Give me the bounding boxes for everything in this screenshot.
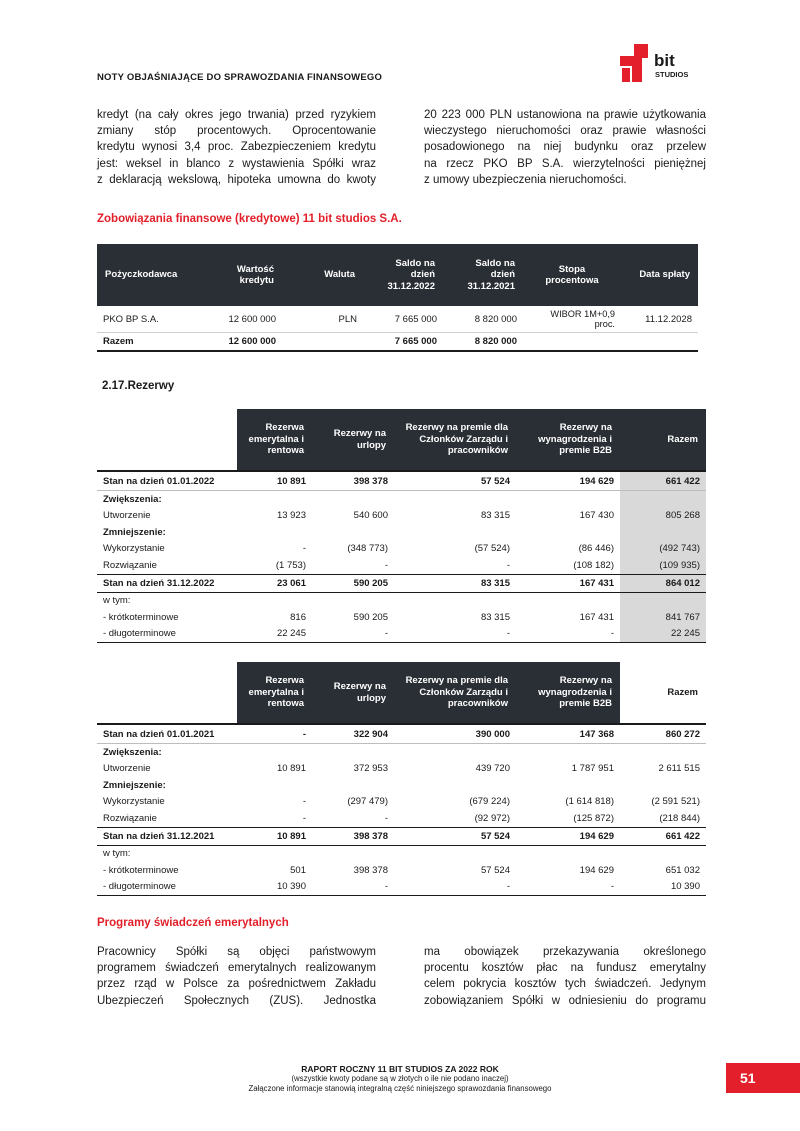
row-value: (92 972)	[474, 812, 510, 824]
reserves-table-2021	[97, 662, 706, 896]
row-value	[312, 777, 394, 794]
row-value: (109 935)	[620, 557, 706, 574]
footer-currency-note: (wszystkie kwoty podane są w złotych o ile nie podano inaczej)	[291, 1074, 509, 1083]
row-label: Wykorzystanie	[103, 796, 165, 808]
row-label: Stan na dzień 31.12.2021	[97, 827, 237, 845]
text-line: wieczystego nieruchomości oraz prawie własności	[424, 125, 706, 138]
row-value: 661 422	[620, 827, 706, 845]
row-label: Wykorzystanie	[103, 543, 165, 555]
text-line: zobowiązaniem Spółki w odniesieniu do programu	[424, 994, 706, 1007]
reserves-table-2022	[97, 409, 706, 643]
text-line: Pracownicy Spółki są objęci państwowym	[97, 946, 376, 958]
table-row	[97, 862, 706, 879]
row-value	[394, 524, 516, 541]
row-value: 651 032	[665, 864, 700, 876]
table-row	[97, 724, 706, 744]
row-value: 10 891	[276, 763, 306, 775]
row-label: Zmniejszenie:	[103, 779, 166, 791]
reserves-2022-body	[97, 471, 706, 643]
row-label: Rozwiązanie	[103, 559, 157, 571]
col-header-total: Razem	[620, 409, 706, 471]
row-value: 390 000	[394, 724, 516, 744]
reserves-section-title: 2.17.Rezerwy	[102, 380, 175, 392]
text-line: na rzecz PKO BP S.A. wierzytelności pieniężnej	[424, 157, 706, 170]
row-label: Utworzenie	[103, 763, 151, 775]
cell-empty	[523, 333, 621, 352]
row-value	[394, 491, 516, 508]
col-header-b2b-reserve: Rezerwy na wynagrodzenia i premie B2B	[516, 409, 620, 471]
text-line: Ubezpieczeń Społecznych (ZUS). Jednostka	[97, 994, 376, 1007]
row-value: -	[516, 879, 620, 896]
cell-empty	[621, 333, 698, 352]
table-row	[97, 794, 706, 811]
row-value: 805 268	[620, 508, 706, 525]
col-header-bonus-reserve: Rezerwy na premie dla Członków Zarządu i pracowników	[394, 409, 516, 471]
row-label: w tym:	[97, 592, 237, 609]
cell-interest-rate: WIBOR 1M+0,9 proc.	[523, 306, 621, 333]
col-header-leave-reserve: Rezerwy na urlopy	[312, 662, 394, 724]
row-value	[516, 592, 620, 609]
row-value: 194 629	[516, 471, 620, 491]
row-value: 439 720	[475, 763, 510, 775]
row-value: 167 431	[516, 574, 620, 592]
reserves-header-row	[97, 662, 706, 724]
row-value: 57 524	[480, 864, 510, 876]
row-value: 194 629	[579, 864, 614, 876]
col-header-lender: Pożyczkodawca	[97, 244, 202, 306]
row-value: 322 904	[312, 724, 394, 744]
row-value	[312, 524, 394, 541]
row-value: 22 245	[237, 626, 312, 643]
row-value	[394, 744, 516, 761]
credit-section-title: Zobowiązania finansowe (kredytowe) 11 bit studios S.A.	[97, 213, 402, 225]
row-value: 398 378	[312, 827, 394, 845]
row-value: 147 368	[516, 724, 620, 744]
row-value: 2 611 515	[658, 763, 700, 775]
cell-currency: PLN	[282, 306, 363, 333]
row-label: - krótkoterminowe	[103, 611, 179, 623]
row-value: 590 205	[353, 611, 388, 623]
row-value	[312, 491, 394, 508]
row-label: Stan na dzień 01.01.2022	[97, 471, 237, 491]
page-header-title: NOTY OBJAŚNIAJĄCE DO SPRAWOZDANIA FINANSOWEGO	[97, 72, 383, 83]
table-row	[97, 491, 706, 508]
row-value	[237, 777, 312, 794]
row-value: -	[506, 559, 510, 571]
row-value: 661 422	[620, 471, 706, 491]
col-header-pension-reserve: Rezerwa emerytalna i rentowa	[237, 662, 312, 724]
table-row	[97, 471, 706, 491]
row-value: (86 446)	[578, 543, 614, 555]
row-value	[312, 845, 394, 862]
row-value	[237, 592, 312, 609]
row-value: (1 614 818)	[565, 796, 614, 808]
header-blank	[97, 662, 237, 724]
row-value: 860 272	[620, 724, 706, 744]
row-value: 23 061	[237, 574, 312, 592]
row-value: (1 753)	[275, 559, 306, 571]
row-value: 501	[290, 864, 306, 876]
row-value: -	[312, 879, 394, 896]
row-value	[394, 777, 516, 794]
row-value	[620, 744, 706, 761]
row-value: -	[312, 626, 394, 643]
row-value: -	[237, 724, 312, 744]
row-value	[237, 845, 312, 862]
reserves-2021-body	[97, 724, 706, 896]
footer-report-title: RAPORT ROCZNY 11 BIT STUDIOS ZA 2022 ROK	[301, 1064, 499, 1074]
table-row	[97, 574, 706, 592]
credit-header-row	[97, 244, 698, 306]
row-value: -	[302, 796, 306, 808]
row-label: Stan na dzień 31.12.2022	[97, 574, 237, 592]
row-value: 194 629	[516, 827, 620, 845]
col-header-bonus-reserve: Rezerwy na premie dla Członków Zarządu i pracowników	[394, 662, 516, 724]
table-row	[97, 524, 706, 541]
text-line: procentu kosztów płac na fundusz emerytalny	[424, 962, 706, 975]
table-row	[97, 557, 706, 574]
row-value: (679 224)	[469, 796, 510, 808]
page-footer	[0, 1064, 800, 1094]
table-row	[97, 508, 706, 525]
row-value	[394, 845, 516, 862]
text-line: 20 223 000 PLN ustanowiona na prawie użytkowania	[424, 109, 706, 121]
row-value: 167 430	[579, 510, 614, 522]
row-label: Zwiększenia:	[97, 744, 237, 761]
row-value: -	[302, 812, 306, 824]
row-value: 398 378	[353, 864, 388, 876]
row-value: 590 205	[312, 574, 394, 592]
row-value: 864 012	[620, 574, 706, 592]
text-line: jest: weksel in blanco z wystawienia Spółki wraz	[97, 157, 376, 170]
text-line: kredytu wynosi 3,4 proc. Zabezpieczeniem kredytu	[97, 141, 376, 154]
table-row	[97, 879, 706, 896]
table-row	[97, 592, 706, 609]
row-value: 816	[290, 611, 306, 623]
text-line: zmiany stóp procentowych. Oprocentowanie	[97, 125, 376, 138]
row-value	[516, 491, 620, 508]
header-blank	[97, 409, 237, 471]
intro-right-column	[424, 107, 706, 188]
footer-integral-note: Załączone informacje stanowią integralną część niniejszego sprawozdania finansowego	[248, 1084, 552, 1093]
page-number: 51	[726, 1063, 800, 1093]
table-row	[97, 827, 706, 845]
table-row	[97, 845, 706, 862]
text-line: programem świadczeń emerytalnych realizowanym	[97, 962, 376, 975]
row-value: 167 431	[579, 611, 614, 623]
row-label: Zwiększenia:	[97, 491, 237, 508]
row-value	[620, 845, 706, 862]
row-value: (297 479)	[347, 796, 388, 808]
row-value: -	[384, 559, 388, 571]
row-label: Rozwiązanie	[103, 812, 157, 824]
cell-total-label: Razem	[97, 333, 202, 352]
credit-table	[97, 244, 698, 352]
logo-subtext: STUDIOS	[655, 70, 689, 79]
reserves-header-row	[97, 409, 706, 471]
row-label: w tym:	[97, 845, 237, 862]
row-value: 10 390	[237, 879, 312, 896]
row-value: 540 600	[353, 510, 388, 522]
intro-left-column	[97, 107, 376, 188]
logo-text: bit	[654, 51, 675, 70]
row-value: 13 923	[276, 510, 306, 522]
cell-empty	[282, 333, 363, 352]
pension-left-column	[97, 944, 376, 1009]
text-line: ma obowiązek przekazywania określonego	[424, 946, 706, 958]
row-value	[620, 524, 706, 541]
text-line: przez rząd w Polsce za pośrednictwem Zakładu	[97, 978, 376, 991]
row-value: -	[394, 879, 516, 896]
company-logo	[618, 42, 698, 84]
row-value: (57 524)	[474, 543, 510, 555]
table-row	[97, 777, 706, 794]
col-header-balance-2021: Saldo na dzień 31.12.2021	[443, 244, 523, 306]
row-value: -	[302, 543, 306, 555]
row-value: 22 245	[620, 626, 706, 643]
cell-total-balance-2021: 8 820 000	[443, 333, 523, 352]
total-row	[97, 333, 698, 352]
row-value: 10 891	[237, 827, 312, 845]
row-value: 10 390	[620, 879, 706, 896]
table-row	[97, 609, 706, 626]
row-value: 57 524	[394, 471, 516, 491]
cell-credit-value: 12 600 000	[202, 306, 282, 333]
row-value: 83 315	[480, 510, 510, 522]
row-value: 57 524	[394, 827, 516, 845]
pension-section-title: Programy świadczeń emerytalnych	[97, 917, 289, 929]
row-value	[620, 777, 706, 794]
row-value: (2 591 521)	[651, 796, 700, 808]
col-header-b2b-reserve: Rezerwy na wynagrodzenia i premie B2B	[516, 662, 620, 724]
cell-balance-2022: 7 665 000	[363, 306, 443, 333]
row-value: 841 767	[620, 609, 706, 626]
row-value: -	[394, 626, 516, 643]
col-header-leave-reserve: Rezerwy na urlopy	[312, 409, 394, 471]
table-row	[97, 541, 706, 558]
text-line: z umowy ubezpieczenia nieruchomości.	[424, 173, 627, 186]
text-line: kredyt (na cały okres jego trwania) przed ryzykiem	[97, 109, 376, 121]
row-value	[237, 491, 312, 508]
row-value: (108 182)	[573, 559, 614, 571]
row-value: (218 844)	[659, 812, 700, 824]
row-label: Stan na dzień 01.01.2021	[97, 724, 237, 744]
cell-balance-2021: 8 820 000	[443, 306, 523, 333]
col-header-total: Razem	[620, 662, 706, 724]
col-header-pension-reserve: Rezerwa emerytalna i rentowa	[237, 409, 312, 471]
col-header-repayment-date: Data spłaty	[621, 244, 698, 306]
row-label: - krótkoterminowe	[103, 864, 179, 876]
text-line: z deklaracją wekslową, hipoteka umowna do kwoty	[97, 173, 376, 186]
table-row	[97, 306, 698, 333]
cell-total-credit-value: 12 600 000	[202, 333, 282, 352]
row-value: -	[384, 812, 388, 824]
text-line: celem pokrycia kosztów tych świadczeń. Jedynym	[424, 978, 706, 991]
row-value	[237, 524, 312, 541]
table-row	[97, 744, 706, 761]
row-value	[516, 524, 620, 541]
col-header-interest-rate: Stopa procentowa	[523, 244, 621, 306]
row-value: 83 315	[480, 611, 510, 623]
col-header-balance-2022: Saldo na dzień 31.12.2022	[363, 244, 443, 306]
col-header-credit-value: Wartość kredytu	[202, 244, 282, 306]
row-value: -	[516, 626, 620, 643]
cell-repayment-date: 11.12.2028	[621, 306, 698, 333]
table-row	[97, 626, 706, 643]
row-value: 83 315	[394, 574, 516, 592]
col-header-currency: Waluta	[282, 244, 363, 306]
pension-right-column	[424, 944, 706, 1009]
row-value	[516, 744, 620, 761]
row-label: - długoterminowe	[97, 879, 237, 896]
row-value: 10 891	[237, 471, 312, 491]
row-value: 398 378	[312, 471, 394, 491]
row-value	[516, 777, 620, 794]
table-row	[97, 810, 706, 827]
table-row	[97, 761, 706, 778]
row-value	[516, 845, 620, 862]
row-value	[620, 592, 706, 609]
row-label: Zmniejszenie:	[103, 526, 166, 538]
row-value: (125 872)	[573, 812, 614, 824]
row-label: Utworzenie	[103, 510, 151, 522]
row-value: (492 743)	[620, 541, 706, 558]
row-value	[620, 491, 706, 508]
text-line: posadowionego na niej budynku oraz przelew	[424, 141, 706, 154]
row-value	[237, 744, 312, 761]
row-value: (348 773)	[347, 543, 388, 555]
row-value: 1 787 951	[571, 763, 614, 775]
row-value: 372 953	[353, 763, 388, 775]
row-value	[394, 592, 516, 609]
cell-lender: PKO BP S.A.	[97, 306, 202, 333]
row-value	[312, 744, 394, 761]
logo-mark-icon	[618, 42, 698, 84]
cell-total-balance-2022: 7 665 000	[363, 333, 443, 352]
row-label: - długoterminowe	[97, 626, 237, 643]
row-value	[312, 592, 394, 609]
